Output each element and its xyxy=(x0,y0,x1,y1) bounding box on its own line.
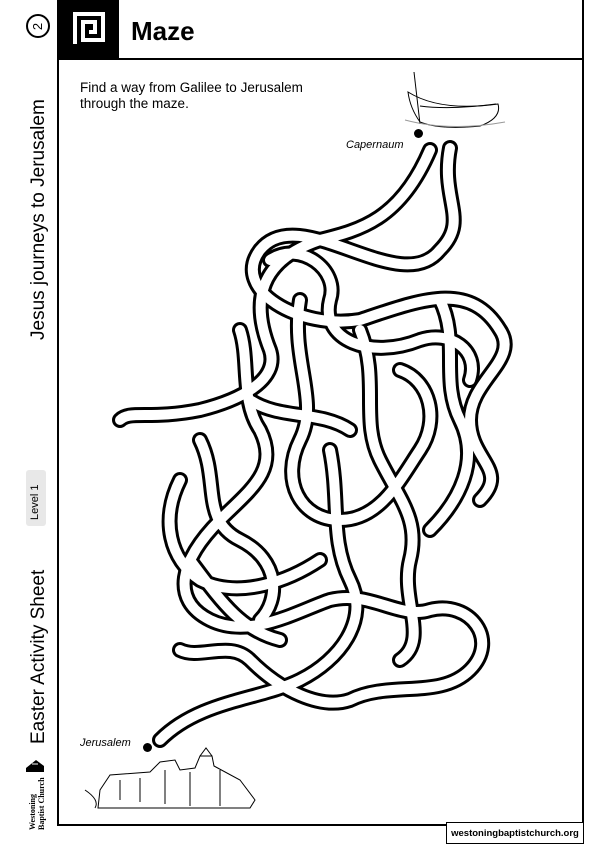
page-title: Maze xyxy=(131,16,195,46)
instruction-line1: Find a way from Galilee to Jerusalem xyxy=(80,80,303,95)
church-name-line2: Baptist Church xyxy=(37,777,46,830)
jerusalem-city-icon xyxy=(85,748,255,808)
capernaum-start-dot xyxy=(414,129,423,138)
sheet-type-title: Easter Activity Sheet xyxy=(28,569,49,744)
maze-paths xyxy=(120,148,505,740)
capernaum-label: Capernaum xyxy=(346,139,404,151)
sheet-number: 2 xyxy=(30,22,46,30)
boat-icon xyxy=(405,72,505,127)
jerusalem-end-dot xyxy=(143,743,152,752)
jerusalem-label: Jerusalem xyxy=(80,737,131,749)
instruction-line2: through the maze. xyxy=(80,96,189,111)
level-label: Level 1 xyxy=(29,484,41,520)
website-link[interactable]: westoningbaptistchurch.org xyxy=(446,822,584,844)
church-name-line1: Westoning xyxy=(28,793,37,830)
sheet-topic-title: Jesus journeys to Jerusalem xyxy=(28,99,49,340)
